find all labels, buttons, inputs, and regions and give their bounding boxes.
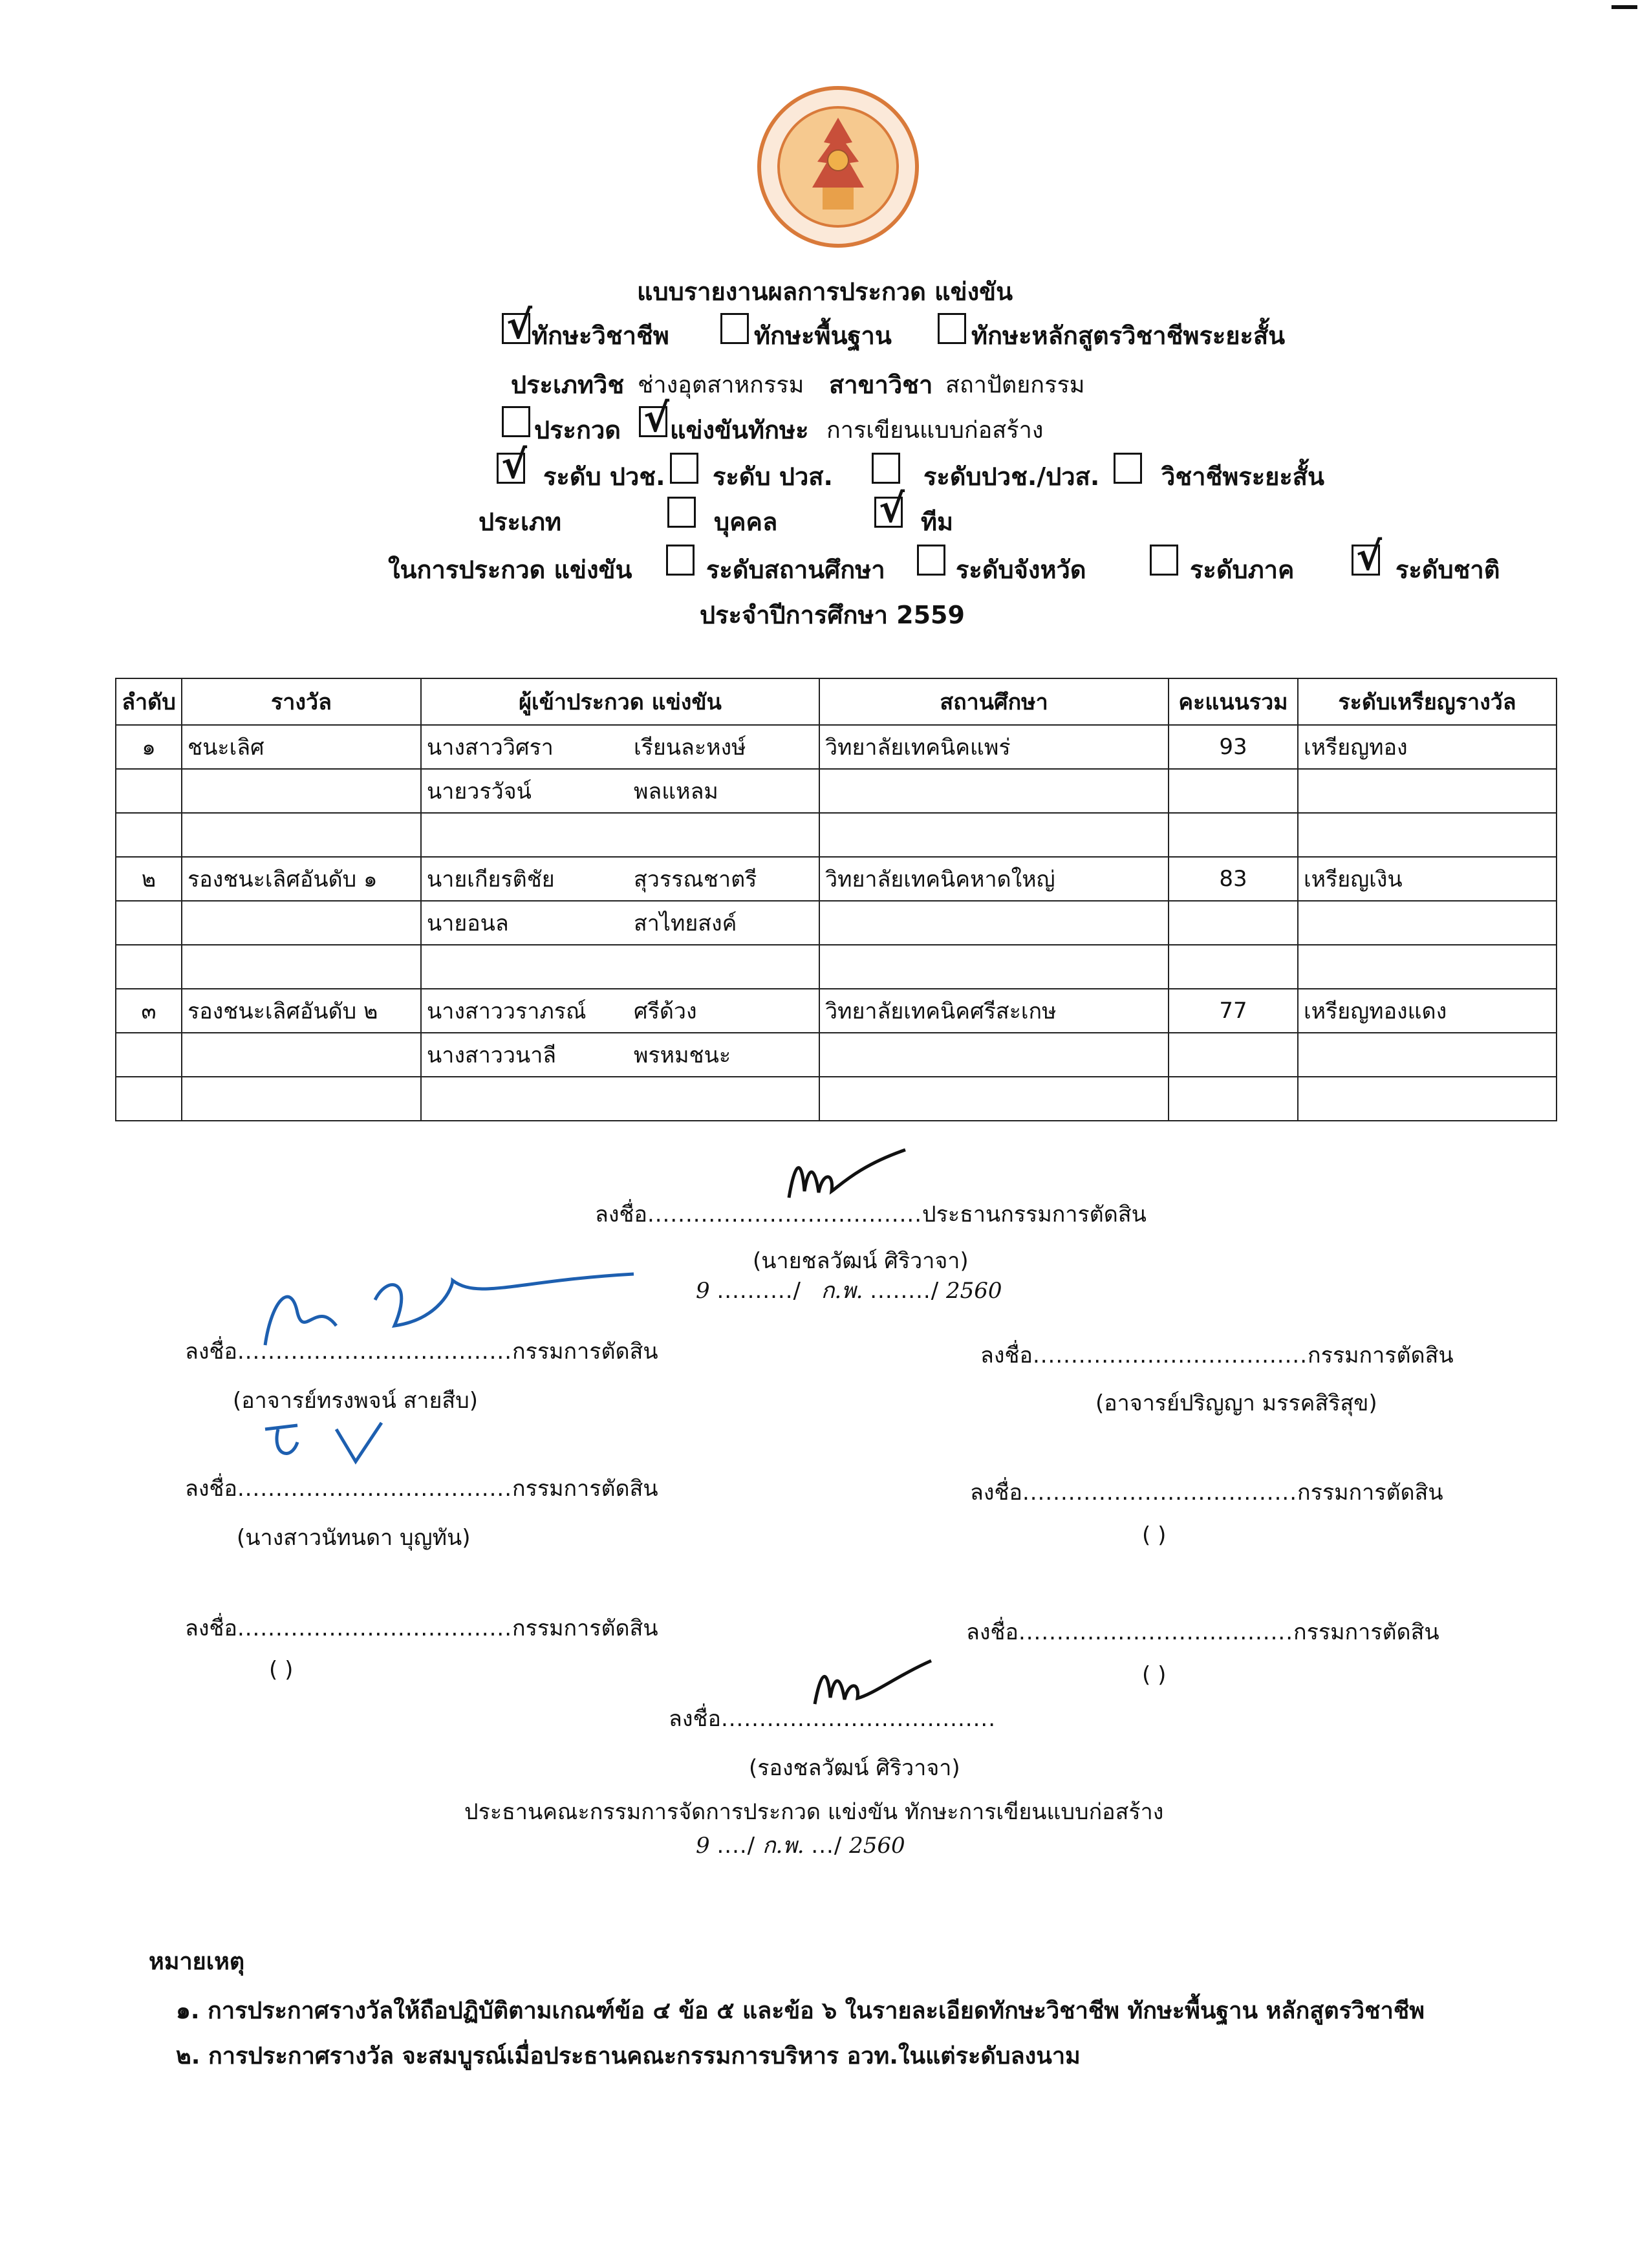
label-scope-school: ระดับสถานศึกษา [706,556,885,584]
contestant-last-name: พลแหลม [634,779,718,805]
cell-no: ๑ [116,725,182,769]
label-contest-skill: แข่งขันทักษะ [670,416,809,444]
table-row [116,989,1557,1033]
type-label: ประเภท [479,508,562,536]
label-level-pvc: ระดับ ปวช. [543,462,665,491]
label-level-short: วิชาชีพระยะสั้น [1161,462,1324,491]
chair-sign-prefix: ลงชื่อ [595,1202,647,1227]
cell-school [819,945,1169,989]
cell-contestant [421,901,819,945]
chair-date-month: ก.พ. [821,1278,863,1304]
committee-5-line [185,1610,658,1645]
committee-1-line [185,1334,658,1368]
checkbox-contest-skill[interactable]: √ [639,406,667,437]
contestant-last-name: สุวรรณชาตรี [634,867,757,892]
header-score: คะแนนรวม [1169,678,1298,725]
results-table [115,678,1557,1121]
sign-prefix: ลงชื่อ [966,1619,1018,1645]
sign-prefix: ลงชื่อ [970,1480,1022,1506]
table-row [116,813,1557,857]
cell-school [819,1077,1169,1121]
cell-no [116,945,182,989]
checkbox-scope-province[interactable] [917,545,945,576]
cell-award: รองชนะเลิศอันดับ ๒ [182,989,421,1033]
note-item-2: ๒. การประกาศรางวัล จะสมบูรณ์เมื่อประธานคณะกรรมการบริหาร อวท.ในแต่ระดับลงนาม [176,2043,1081,2069]
table-row [116,857,1557,901]
chair-sign-dots: .................................... [647,1202,923,1227]
header-medal: ระดับเหรียญรางวัล [1298,678,1557,725]
table-header-row [116,678,1557,725]
checkbox-skill-vocational[interactable]: √ [502,313,530,344]
committee-3-line [185,1471,658,1506]
cell-medal [1298,901,1557,945]
form-title: แบบรายงานผลการประกวด แข่งขัน [637,277,1013,306]
cell-award [182,1077,421,1121]
organizer-sign-dots: .................................... [720,1706,997,1732]
sign-prefix: ลงชื่อ [185,1476,237,1502]
cell-medal: เหรียญทองแดง [1298,989,1557,1033]
emblem-seal [755,84,921,250]
cell-contestant [421,1033,819,1077]
cell-medal [1298,813,1557,857]
date-sep: .../ [811,1833,843,1859]
cell-contestant [421,813,819,857]
committee-5-name: ( ) [269,1657,294,1683]
header-school: สถานศึกษา [819,678,1169,725]
sign-dots: .................................... [1032,1343,1308,1368]
contestant-first-name: นายอนล [427,911,509,936]
cell-score: 93 [1169,725,1298,769]
cell-no [116,1033,182,1077]
sign-dots: .................................... [1022,1480,1298,1506]
cell-school [819,769,1169,813]
cell-school [819,1033,1169,1077]
cell-no [116,813,182,857]
organizer-sign-prefix: ลงชื่อ [669,1706,721,1732]
committee-4-line [970,1474,1443,1509]
cell-medal [1298,1033,1557,1077]
contestant-last-name: ศรีด้วง [634,999,697,1024]
checkbox-level-pvs[interactable] [670,453,698,484]
checkbox-skill-short-course[interactable] [938,313,966,344]
label-scope-national: ระดับชาติ [1396,556,1500,584]
sign-prefix: ลงชื่อ [185,1339,237,1365]
scope-label: ในการประกวด แข่งขัน [388,556,632,584]
cell-no: ๓ [116,989,182,1033]
checkbox-level-pvc[interactable]: √ [497,453,525,484]
header-no: ลำดับ [116,678,182,725]
cell-school: วิทยาลัยเทคนิคหาดใหญ่ [819,857,1169,901]
cell-contestant [421,857,819,901]
label-type-team: ทีม [921,508,954,536]
field-label: สาขาวิชา [829,371,933,399]
organizer-date-year: 2560 [849,1833,905,1859]
cell-score [1169,1077,1298,1121]
cell-award [182,813,421,857]
cell-medal: เหรียญทอง [1298,725,1557,769]
sign-dots: .................................... [237,1476,513,1502]
header-award: รางวัล [182,678,421,725]
contestant-first-name: นางสาววนาลี [427,1042,557,1068]
cell-school: วิทยาลัยเทคนิคศรีสะเกษ [819,989,1169,1033]
date-sep: ......../ [870,1278,940,1304]
organizer-signature-line [669,1701,996,1736]
cell-award [182,945,421,989]
cell-score: 77 [1169,989,1298,1033]
chair-date-year: 2560 [945,1278,1002,1304]
cell-school: วิทยาลัยเทคนิคแพร่ [819,725,1169,769]
label-skill-vocational: ทักษะวิชาชีพ [532,321,669,350]
cell-contestant [421,725,819,769]
label-scope-province: ระดับจังหวัด [956,556,1086,584]
table-row [116,769,1557,813]
contestant-first-name: นางสาววราภรณ์ [427,999,587,1024]
category-value: ช่างอุตสาหกรรม [638,372,804,398]
note-item-1: ๑. การประกาศรางวัลให้ถือปฏิบัติตามเกณฑ์ข้อ ๔ ข้อ ๕ และข้อ ๖ ในรายละเอียดทักษะวิชาชีพ ทักษะพื้นฐาน หลักสูตรวิชาชีพ [176,1998,1425,2024]
sign-prefix: ลงชื่อ [980,1343,1033,1368]
checkbox-scope-region[interactable] [1150,545,1178,576]
checkbox-level-pvc-pvs[interactable] [872,453,900,484]
committee-3-signature-scribble [259,1416,401,1474]
committee-6-line [966,1614,1439,1649]
committee-role: กรรมการตัดสิน [512,1339,658,1365]
cell-award [182,1033,421,1077]
label-contest-prakuat: ประกวด [534,416,621,444]
chair-date-day: 9 [696,1278,710,1304]
contest-name: การเขียนแบบก่อสร้าง [826,417,1044,444]
category-label: ประเภทวิช [511,371,625,399]
cell-medal: เหรียญเงิน [1298,857,1557,901]
cell-no [116,769,182,813]
sign-dots: .................................... [1018,1619,1294,1645]
committee-4-name: ( ) [1142,1522,1167,1548]
cell-score [1169,1033,1298,1077]
committee-role: กรรมการตัดสิน [512,1615,658,1641]
cell-no [116,1077,182,1121]
checkbox-scope-national[interactable]: √ [1352,545,1380,576]
committee-role: กรรมการตัดสิน [512,1476,658,1502]
committee-role: กรรมการตัดสิน [1297,1480,1443,1506]
organizer-name: (รองชลวัฒน์ ศิริวาจา) [749,1755,960,1781]
contestant-first-name: นางสาววิศรา [427,735,554,761]
cell-score [1169,901,1298,945]
label-skill-short-course: ทักษะหลักสูตรวิชาชีพระยะสั้น [971,321,1286,350]
cell-award: ชนะเลิศ [182,725,421,769]
cell-medal [1298,1077,1557,1121]
cell-school [819,813,1169,857]
committee-2-name: (อาจารย์ปริญญา มรรคสิริสุข) [1095,1390,1377,1416]
cell-score [1169,945,1298,989]
field-value: สถาปัตยกรรม [945,372,1085,398]
checkbox-skill-basic[interactable] [720,313,749,344]
label-level-pvc-pvs: ระดับปวช./ปวส. [923,462,1100,491]
chair-signature-line [595,1196,1147,1231]
committee-1-name: (อาจารย์ทรงพจน์ สายสืบ) [233,1388,478,1414]
cell-no: ๒ [116,857,182,901]
chair-role: ประธานกรรมการตัดสิน [922,1202,1147,1227]
cell-award [182,901,421,945]
cell-score [1169,769,1298,813]
checkbox-type-individual[interactable] [667,497,696,528]
sign-dots: .................................... [237,1339,513,1365]
organizer-role: ประธานคณะกรรมการจัดการประกวด แข่งขัน ทักษะการเขียนแบบก่อสร้าง [464,1799,1164,1825]
cell-contestant [421,945,819,989]
sign-dots: .................................... [237,1615,513,1641]
cell-contestant [421,1077,819,1121]
contestant-last-name: พรหมชนะ [634,1042,731,1068]
checkbox-level-short[interactable] [1114,453,1142,484]
table-row [116,945,1557,989]
committee-3-name: (นางสาวนัทนดา บุญทัน) [237,1525,471,1551]
sign-prefix: ลงชื่อ [185,1615,237,1641]
chair-date [676,1273,1002,1308]
checkbox-scope-school[interactable] [666,545,695,576]
contestant-first-name: นายวรวัจน์ [427,779,532,805]
checkbox-type-team[interactable]: √ [874,497,903,528]
label-type-individual: บุคคล [714,508,778,536]
table-row [116,1077,1557,1121]
contestant-last-name: เรียนละหงษ์ [634,735,746,761]
committee-6-name: ( ) [1142,1662,1167,1688]
organizer-date-day: 9 [696,1833,710,1859]
cell-contestant [421,989,819,1033]
table-row [116,901,1557,945]
organizer-date [696,1828,905,1863]
cell-award [182,769,421,813]
committee-role: กรรมการตัดสิน [1293,1619,1439,1645]
contestant-first-name: นายเกียรติชัย [427,867,555,892]
organizer-date-month: ก.พ. [762,1833,804,1859]
label-level-pvs: ระดับ ปวส. [713,462,833,491]
cell-no [116,901,182,945]
academic-year: ประจำปีการศึกษา 2559 [700,601,965,629]
cell-medal [1298,945,1557,989]
table-row [116,725,1557,769]
cell-score [1169,813,1298,857]
header-contestants: ผู้เข้าประกวด แข่งขัน [421,678,819,725]
table-row [116,1033,1557,1077]
contestant-last-name: สาไทยสงค์ [634,911,737,936]
label-skill-basic: ทักษะพื้นฐาน [754,321,892,350]
date-sep: ..../ [717,1833,756,1859]
checkbox-contest-prakuat[interactable] [502,406,530,437]
corner-mark [1611,5,1637,9]
cell-contestant [421,769,819,813]
notes-title: หมายเหตุ [149,1949,245,1975]
cell-score: 83 [1169,857,1298,901]
cell-medal [1298,769,1557,813]
committee-role: กรรมการตัดสิน [1308,1343,1454,1368]
label-scope-region: ระดับภาค [1190,556,1295,584]
date-sep: ........../ [717,1278,801,1304]
committee-2-line [980,1337,1454,1372]
chair-name: (นายชลวัฒน์ ศิริวาจา) [753,1248,969,1274]
cell-award: รองชนะเลิศอันดับ ๑ [182,857,421,901]
cell-school [819,901,1169,945]
